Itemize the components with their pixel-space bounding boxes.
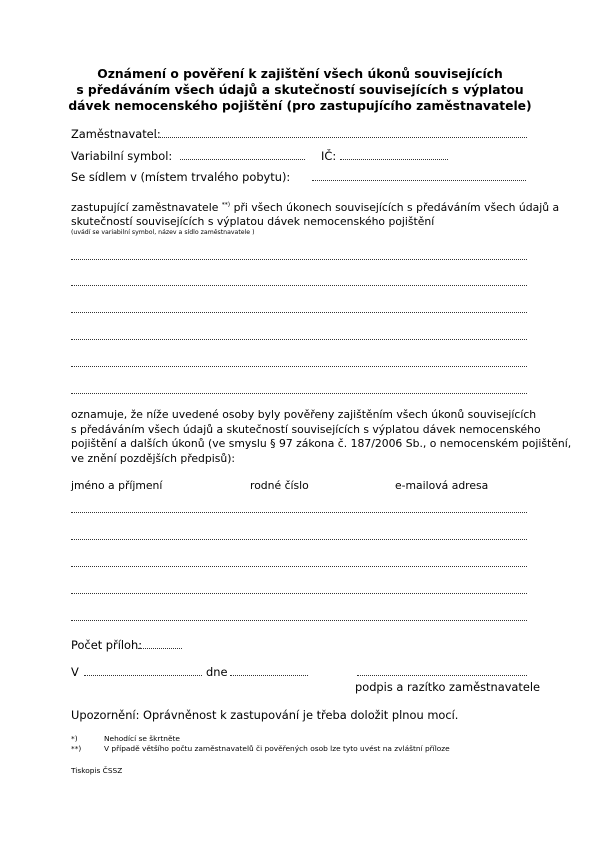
representative-paragraph: [71, 201, 560, 229]
footnote-1-mark: *): [71, 734, 78, 743]
person-entry-line-4[interactable]: [71, 593, 527, 594]
attachments-field[interactable]: [138, 648, 182, 649]
footnote-1-text: Nehodící se škrtněte: [104, 734, 180, 743]
warning-text: Upozornění: Oprávněnost k zastupování je třeba doložit plnou mocí.: [71, 708, 459, 722]
representative-entry-line-1[interactable]: [71, 259, 527, 260]
date-field[interactable]: [230, 675, 308, 676]
form-title: [40, 66, 560, 114]
seat-field[interactable]: [312, 180, 526, 181]
footnote-ref-2: **): [221, 201, 231, 209]
announce-line1: oznamuje, že níže uvedené osoby byly pověřeny zajištěním všech úkonů souvisejících: [71, 408, 537, 421]
representative-entry-line-2[interactable]: [71, 285, 527, 286]
representative-entry-line-6[interactable]: [71, 393, 527, 394]
ic-field[interactable]: [340, 159, 448, 160]
title-line-1: Oznámení o pověření k zajištění všech úkonů souvisejících: [97, 67, 503, 81]
representative-line1-pre: zastupující zaměstnavatele: [71, 201, 219, 214]
representative-entry-line-3[interactable]: [71, 312, 527, 313]
representative-entry-line-4[interactable]: [71, 339, 527, 340]
representative-line2: skutečností souvisejících s výplatou dávek nemocenského pojištění: [71, 215, 435, 228]
place-field[interactable]: [84, 675, 202, 676]
title-line-3: dávek nemocenského pojištění (pro zastupujícího zaměstnavatele): [68, 99, 532, 113]
person-entry-line-3[interactable]: [71, 566, 527, 567]
representative-note: (uvádí se variabilní symbol, název a sídlo zaměstnavatele ): [71, 229, 255, 236]
employer-field[interactable]: [155, 137, 527, 138]
footnote-2-text: V případě většího počtu zaměstnavatelů či pověřených osob lze tyto uvést na zvláštní příloze: [104, 744, 450, 753]
announce-line3: pojištění a dalších úkonů (ve smyslu § 97 zákona č. 187/2006 Sb., o nemocenském pojištění,: [71, 437, 572, 451]
title-line-2: s předáváním všech údajů a skutečností souvisejících s výplatou: [76, 83, 524, 97]
signature-field[interactable]: [357, 675, 527, 676]
column-name-header: jméno a příjmení: [71, 479, 163, 492]
footnote-2-mark: **): [71, 744, 82, 753]
announce-paragraph: [71, 408, 572, 466]
representative-entry-line-5[interactable]: [71, 366, 527, 367]
column-email-header: e-mailová adresa: [395, 479, 489, 492]
person-entry-line-5[interactable]: [71, 620, 527, 621]
column-birth-number-header: rodné číslo: [250, 479, 309, 492]
employer-label: Zaměstnavatel:: [71, 127, 161, 141]
signature-label: podpis a razítko zaměstnavatele: [355, 680, 541, 694]
representative-line1-post: při všech úkonech souvisejících s předáváním všech údajů a: [233, 201, 560, 214]
place-label: V: [71, 665, 79, 679]
form-code: Tiskopis ČSSZ: [71, 766, 123, 775]
attachments-label: Počet příloh:: [71, 638, 143, 652]
variable-symbol-field[interactable]: [180, 159, 305, 160]
announce-line4: ve znění pozdějších předpisů):: [71, 451, 236, 465]
ic-label: IČ:: [321, 149, 337, 163]
date-label: dne: [206, 665, 228, 679]
person-entry-line-2[interactable]: [71, 539, 527, 540]
variable-symbol-label: Variabilní symbol:: [71, 149, 173, 163]
seat-label: Se sídlem v (místem trvalého pobytu):: [71, 170, 291, 184]
person-entry-line-1[interactable]: [71, 512, 527, 513]
announce-line2: s předáváním všech údajů a skutečností souvisejících s výplatou dávek nemocenského: [71, 422, 541, 436]
